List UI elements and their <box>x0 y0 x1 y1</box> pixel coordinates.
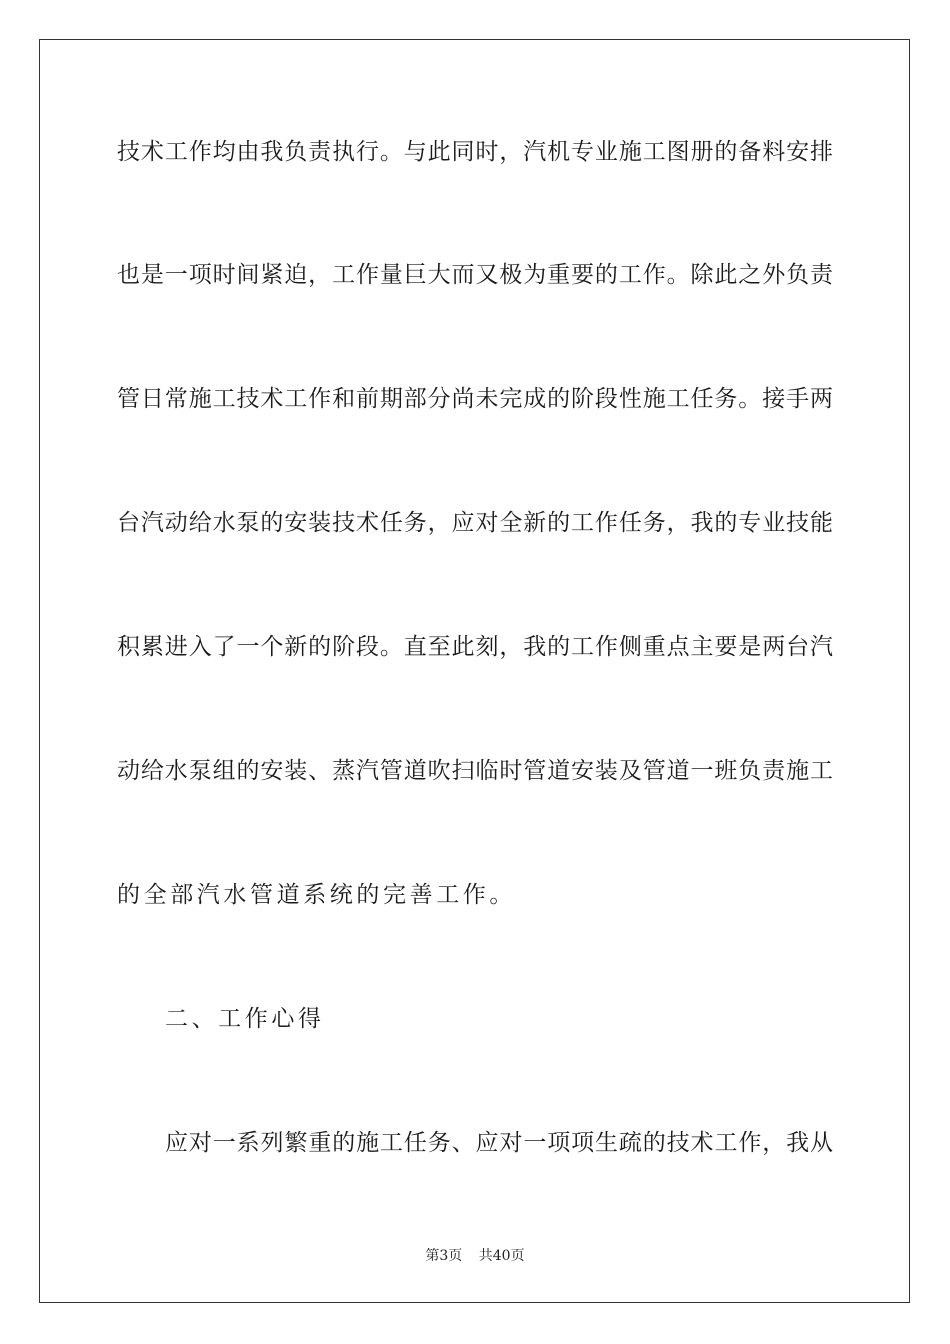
page-footer <box>0 1247 950 1265</box>
page-number-current: 第3页 <box>425 1248 463 1264</box>
body-text-line-3: 管日常施工技术工作和前期部分尚未完成的阶段性施工任务。接手两 <box>117 386 833 412</box>
body-text-line-2: 也是一项时间紧迫，工作量巨大而又极为重要的工作。除此之外负责 <box>117 262 833 288</box>
body-text-line-7: 的全部汽水管道系统的完善工作。 <box>117 882 516 908</box>
body-text-line-1: 技术工作均由我负责执行。与此同时，汽机专业施工图册的备料安排 <box>117 139 833 165</box>
section-heading: 二、工作心得 <box>165 1006 325 1032</box>
body-text-line-4: 台汽动给水泵的安装技术任务，应对全新的工作任务，我的专业技能 <box>117 510 833 536</box>
paragraph-start-line: 应对一系列繁重的施工任务、应对一项项生疏的技术工作，我从 <box>165 1130 833 1156</box>
body-text-line-5: 积累进入了一个新的阶段。直至此刻，我的工作侧重点主要是两台汽 <box>117 634 833 660</box>
page-number-total: 共40页 <box>478 1248 525 1264</box>
page-frame <box>39 39 910 1303</box>
body-text-line-6: 动给水泵组的安装、蒸汽管道吹扫临时管道安装及管道一班负责施工 <box>117 758 833 784</box>
